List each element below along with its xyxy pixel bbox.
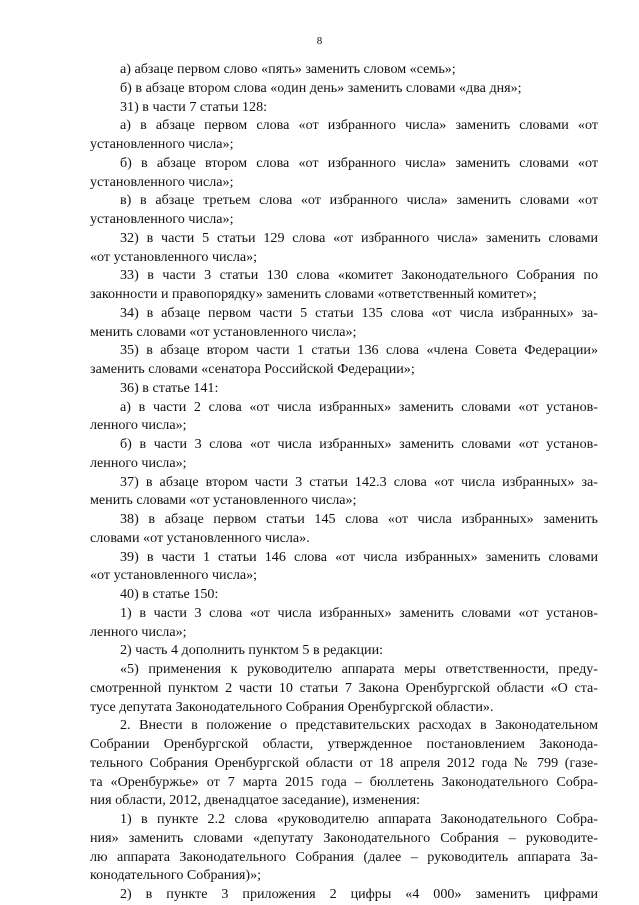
text-line: 34) в абзаце первом части 5 статьи 135 слова «от числа избранных» за- [120,304,598,321]
text-line: заменить словами «сенатора Российской Федерации»; [90,361,415,377]
text-line: законности и правопорядку» заменить словами «ответственный комитет»; [90,286,537,302]
text-line: 1) в пункте 2.2 слова «руководителю аппарата Законодательного Собра- [120,811,598,827]
text-line: тусе депутата Законодательного Собрания Оренбургской области». [90,698,494,715]
text-line: словами «от установленного числа». [90,529,310,546]
text-line: а) абзаце первом слово «пять» заменить словом «семь»; [120,61,456,77]
text-line: а) в части 2 слова «от числа избранных» заменить словами «от установ- [120,398,598,415]
text-line: ленного числа»; [90,623,187,640]
text-line: 39) в части 1 статьи 146 слова «от числа избранных» заменить словами [120,548,598,565]
text-line: ния» заменить словами «депутату Законодательного Собрания – руководите- [90,829,598,846]
text-line: б) в части 3 слова «от числа избранных» заменить словами «от установ- [120,436,598,452]
text-line: 2) в пункте 3 приложения 2 цифры «4 000» заменить цифрами [120,886,598,902]
text-line: 32) в части 5 статьи 129 слова «от избранного числа» заменить словами [120,229,598,246]
text-line: ленного числа»; [90,417,187,434]
text-line: а) в абзаце первом слова «от избранного числа» заменить словами «от [120,117,598,134]
text-line: менить словами «от установленного числа»; [90,323,357,340]
text-line: ленного числа»; [90,454,187,471]
text-line: установленного числа»; [90,136,234,152]
text-line: установленного числа»; [90,173,234,190]
text-line: 35) в абзаце втором части 1 статьи 136 слова «члена Совета Федерации» [120,342,598,359]
text-line: 40) в статье 150: [120,586,219,602]
text-line: 2) часть 4 дополнить пунктом 5 в редакции: [120,642,384,659]
text-line: ния области, 2012, двенадцатое заседание), изменения: [90,792,421,809]
text-line: «от установленного числа»; [90,248,258,265]
text-line: конодательного Собрания)»; [90,867,262,884]
text-line: 1) в части 3 слова «от числа избранных» заменить словами «от установ- [120,604,598,621]
page-number: 8 [316,35,323,47]
text-line: смотренной пунктом 2 части 10 статьи 7 Закона Оренбургской области «О ста- [90,679,598,696]
text-line: установленного числа»; [90,211,234,227]
document-body [90,60,598,904]
text-line: Собрании Оренбургской области, утвержденное постановлением Законода- [90,736,598,752]
text-line: «5) применения к руководителю аппарата меры ответственности, преду- [120,661,598,677]
text-line: б) в абзаце втором слова «один день» заменить словами «два дня»; [120,79,522,96]
text-line: 33) в части 3 статьи 130 слова «комитет Законодательного Собрания по [120,267,598,284]
text-line: та «Оренбуржье» от 7 марта 2015 года – бюллетень Законодательного Собра- [90,773,598,790]
text-line: б) в абзаце втором слова «от избранного числа» заменить словами «от [120,154,598,171]
text-line: 36) в статье 141: [120,379,219,396]
text-line: лю аппарата Законодательного Собрания (далее – руководитель аппарата За- [90,848,598,865]
text-line: менить словами «от установленного числа»; [90,492,357,509]
text-line: 37) в абзаце втором части 3 статьи 142.3 слова «от числа избранных» за- [120,473,598,490]
text-line: 38) в абзаце первом статьи 145 слова «от числа избранных» заменить [120,511,598,527]
text-line: «от установленного числа»; [90,567,258,584]
text-line: 2. Внести в положение о представительских расходах в Законодательном [120,717,598,734]
text-line: в) в абзаце третьем слова «от избранного числа» заменить словами «от [120,192,598,209]
text-line: 31) в части 7 статьи 128: [120,98,268,115]
text-line: тельного Собрания Оренбургской области от 18 апреля 2012 года № 799 (газе- [90,754,598,771]
